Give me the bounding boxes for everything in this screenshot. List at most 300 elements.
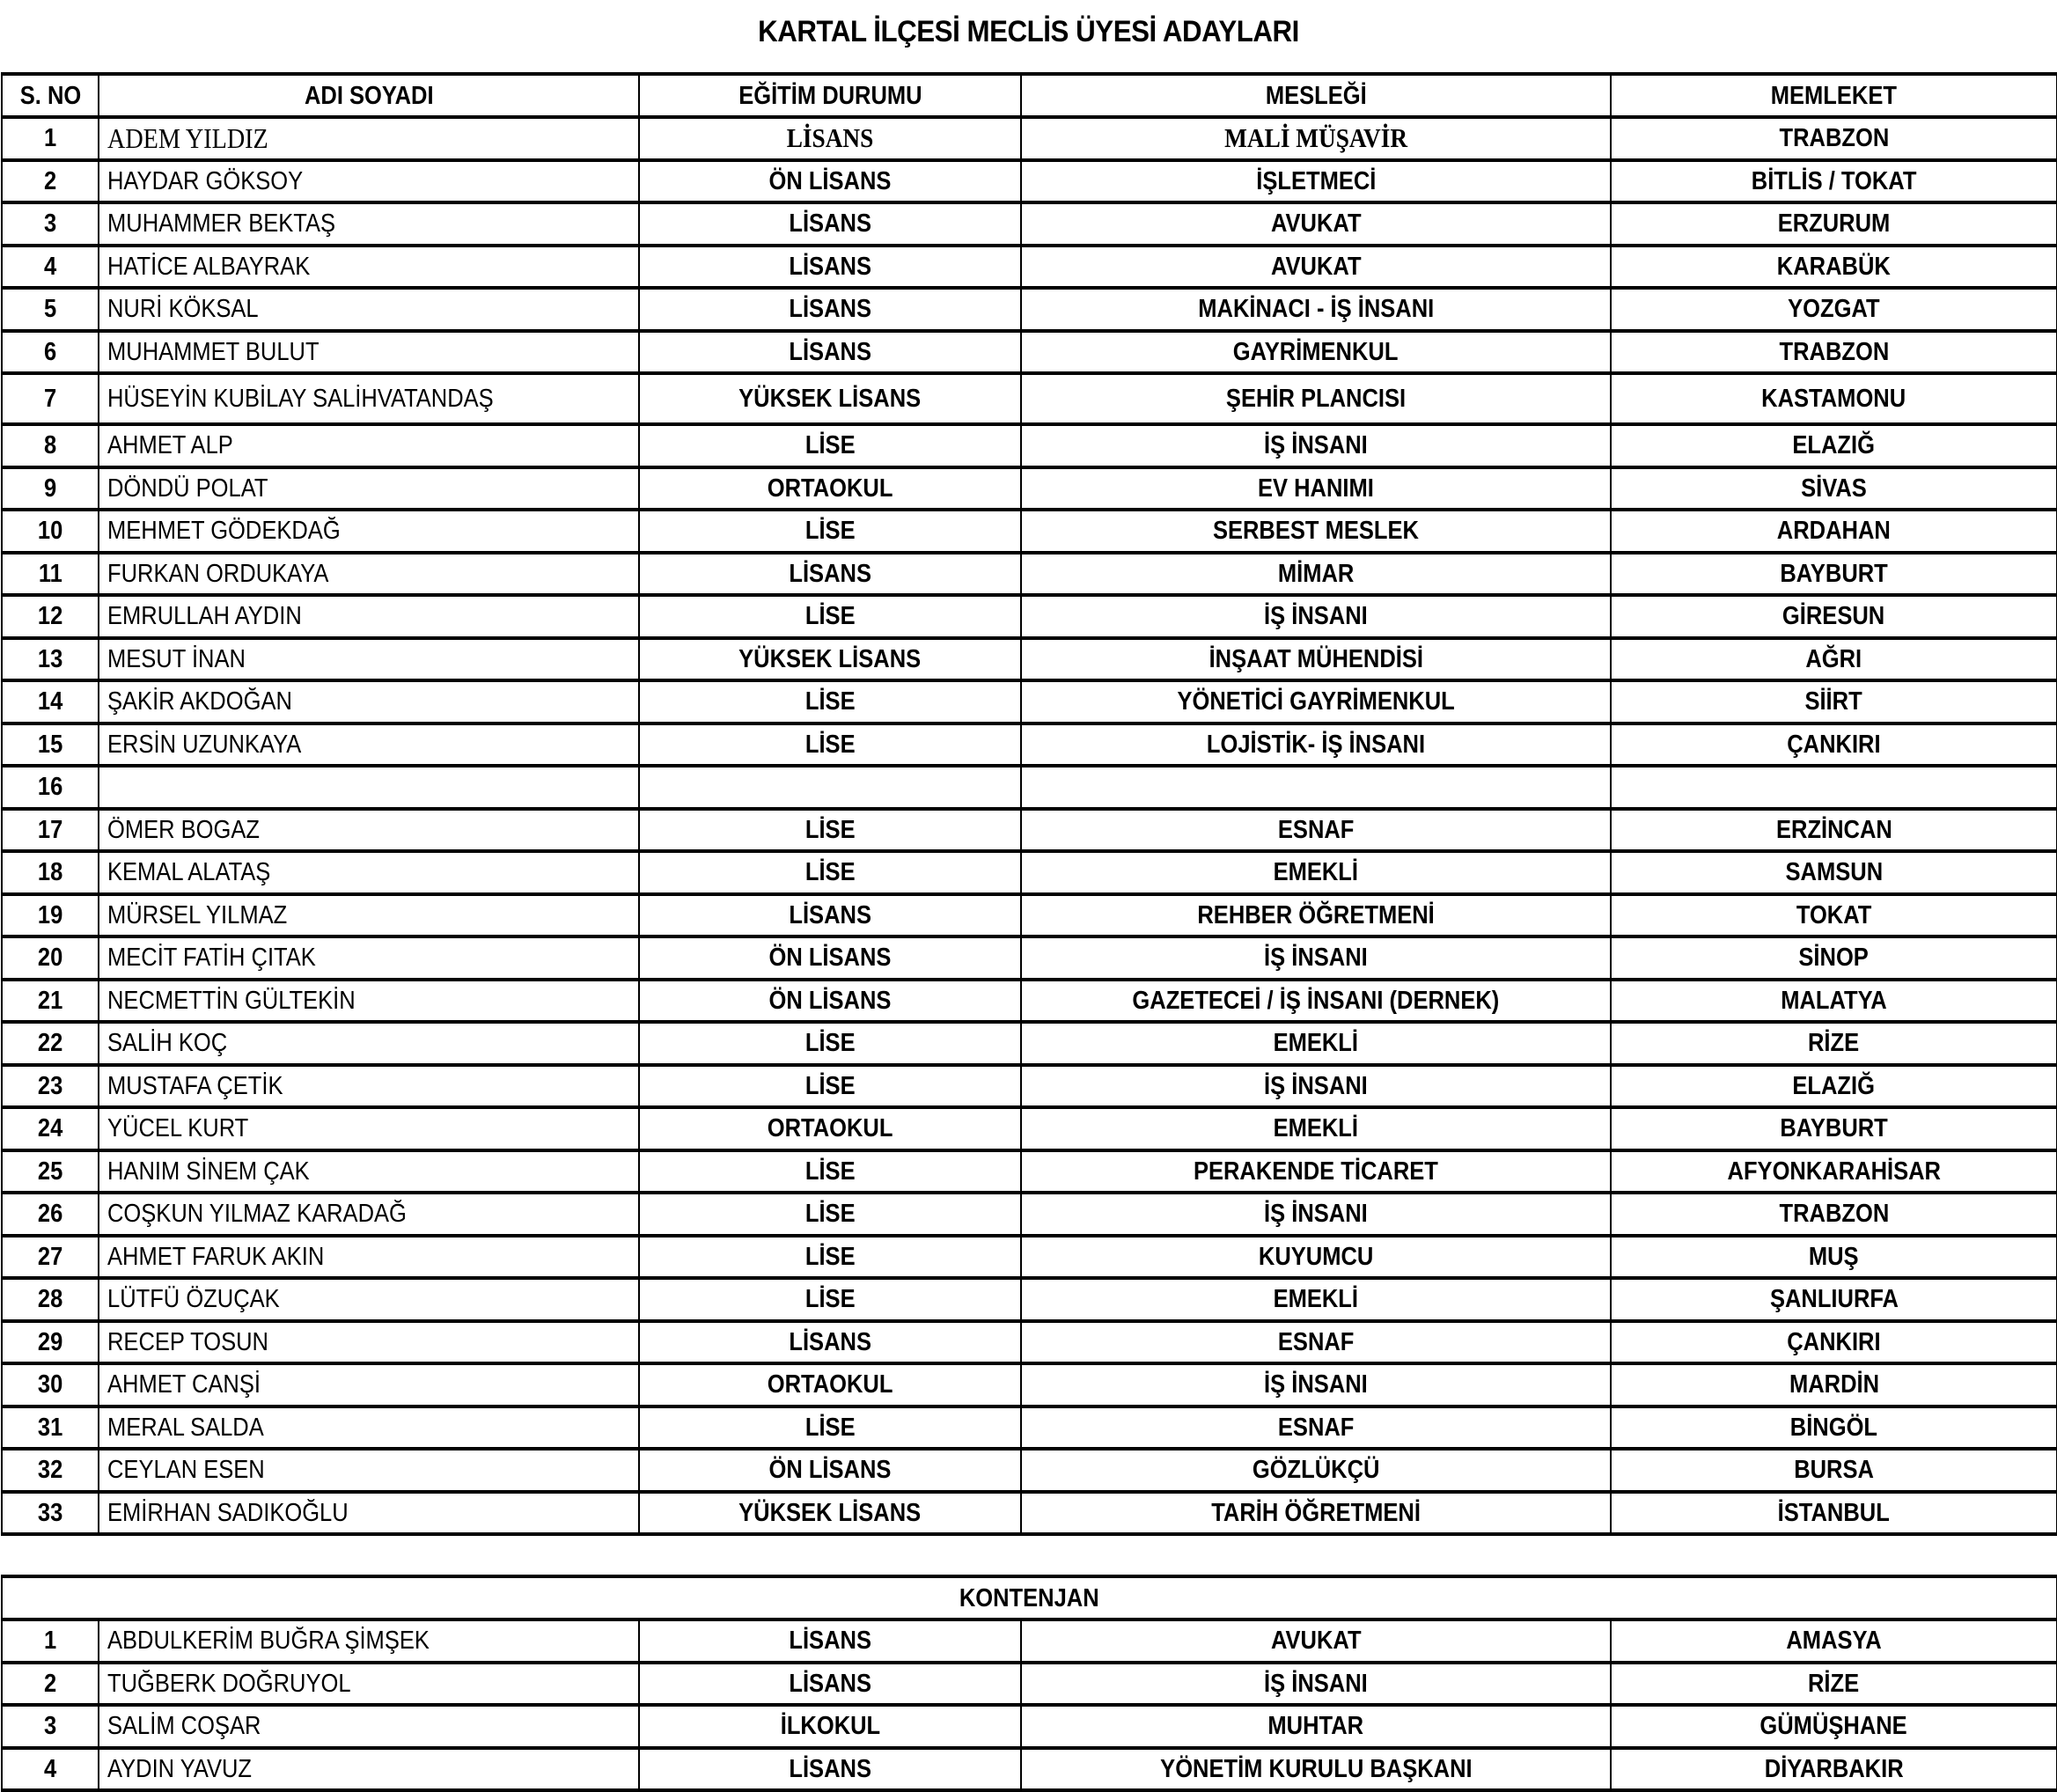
candidate-name: ŞAKİR AKDOĞAN [107,687,292,716]
hometown-cell [1611,1065,2057,1108]
row-number: 23 [37,1071,63,1100]
education-level: LİSANS [786,122,874,154]
row-number: 24 [37,1114,63,1143]
header-hometown: MEMLEKET [1611,74,2057,117]
education-level-cell [639,980,1021,1023]
hometown: TOKAT [1796,900,1872,929]
candidate-name-cell [99,202,639,246]
candidate-row [2,1236,2057,1279]
row-number: 18 [37,858,63,887]
row-number-cell [2,1193,99,1236]
hometown: MARDİN [1789,1370,1879,1399]
profession: EMEKLİ [1273,1114,1359,1143]
profession-cell [1021,980,1611,1023]
candidate-name: TUĞBERK DOĞRUYOL [107,1669,351,1698]
quota-table [1,1575,2057,1792]
hometown-cell [1611,1107,2057,1150]
profession-cell [1021,1278,1611,1321]
education-level-cell [639,331,1021,374]
candidate-name: KEMAL ALATAŞ [107,858,271,887]
row-number: 15 [37,730,63,759]
candidate-name-cell [99,723,639,767]
education-level-cell [639,680,1021,723]
hometown-cell [1611,331,2057,374]
candidate-name-cell [99,1705,639,1748]
hometown-cell [1611,723,2057,767]
candidate-row [2,809,2057,852]
hometown: BAYBURT [1780,1114,1888,1143]
profession: GAYRİMENKUL [1233,337,1399,366]
hometown-cell [1611,1748,2057,1791]
candidate-name-cell [99,1748,639,1791]
profession-cell [1021,1748,1611,1791]
row-number-cell [2,1236,99,1279]
hometown: ŞANLIURFA [1769,1285,1899,1314]
education-level-cell [639,595,1021,638]
candidate-name: MESUT İNAN [107,644,246,673]
candidate-name-cell [99,809,639,852]
profession: TARİH ÖĞRETMENİ [1211,1498,1421,1527]
row-number-cell [2,1321,99,1364]
candidate-name-cell [99,160,639,203]
education-level-cell [639,1492,1021,1535]
education-level: LİSE [804,858,856,887]
profession: ŞEHİR PLANCISI [1225,385,1407,413]
row-number-cell [2,160,99,203]
candidate-row [2,894,2057,937]
row-number-cell [2,1278,99,1321]
hometown-cell [1611,160,2057,203]
education-level: LİSE [804,431,856,460]
row-number-cell [2,1449,99,1492]
hometown: BURSA [1794,1456,1874,1485]
candidate-name: HÜSEYİN KUBİLAY SALİHVATANDAŞ [107,385,494,413]
row-number-cell [2,331,99,374]
education-level: LİSANS [789,559,871,588]
row-number-cell [2,1363,99,1406]
row-number: 22 [37,1029,63,1058]
candidate-name-cell [99,331,639,374]
hometown: SİVAS [1801,474,1867,503]
candidate-row [2,1022,2057,1065]
education-level-cell [639,553,1021,596]
hometown-cell [1611,851,2057,894]
header-profession: MESLEĞİ [1021,74,1611,117]
profession-cell [1021,246,1611,289]
hometown-cell [1611,595,2057,638]
hometown-cell [1611,1193,2057,1236]
profession-cell [1021,160,1611,203]
profession: YÖNETİM KURULU BAŞKANI [1159,1754,1473,1783]
profession: ESNAF [1277,1413,1355,1442]
header-name: ADI SOYADI [99,74,639,117]
hometown-cell [1611,809,2057,852]
hometown-cell [1611,936,2057,980]
hometown-cell [1611,510,2057,553]
candidate-row [2,680,2057,723]
candidate-name-cell [99,851,639,894]
row-number: 17 [37,815,63,844]
candidate-row [2,638,2057,681]
education-level: LİSANS [789,1327,871,1356]
education-level: İLKOKUL [780,1712,880,1741]
candidate-name-cell [99,1065,639,1108]
candidate-name-cell [99,1363,639,1406]
education-level: LİSE [804,517,856,546]
candidate-row [2,424,2057,467]
row-number: 4 [43,252,57,281]
profession: EMEKLİ [1273,858,1359,887]
candidate-row [2,1193,2057,1236]
candidate-name: AHMET CANŞİ [107,1370,261,1399]
candidate-row [2,467,2057,510]
candidate-name-cell [99,1022,639,1065]
candidate-name-cell [99,1492,639,1535]
row-number: 32 [37,1456,63,1485]
candidate-name: HAYDAR GÖKSOY [107,166,304,195]
profession-cell [1021,1236,1611,1279]
row-number: 2 [43,1669,57,1698]
row-number-cell [2,117,99,160]
education-level-cell [639,1022,1021,1065]
row-number: 2 [43,166,57,195]
hometown: SİNOP [1798,944,1870,973]
row-number: 5 [43,295,57,324]
quota-row [2,1663,2057,1706]
hometown-cell [1611,1278,2057,1321]
candidate-name: MUHAMMER BEKTAŞ [107,209,336,239]
table-header-row [2,74,2057,117]
profession: MUHTAR [1267,1712,1364,1741]
row-number-cell [2,424,99,467]
candidate-name: AYDIN YAVUZ [107,1754,253,1783]
profession: MAKİNACI - İŞ İNSANI [1198,295,1434,324]
profession-cell [1021,1619,1611,1663]
hometown: BİTLİS / TOKAT [1751,166,1917,195]
profession: İŞ İNSANI [1264,602,1368,631]
candidate-name-cell [99,1406,639,1450]
profession-cell [1021,467,1611,510]
row-number: 1 [43,124,57,153]
row-number-cell [2,723,99,767]
candidate-row [2,1492,2057,1535]
hometown-cell [1611,766,2057,809]
row-number-cell [2,1748,99,1791]
education-level: LİSE [804,1029,856,1058]
hometown-cell [1611,117,2057,160]
education-level: ÖN LİSANS [768,166,892,195]
row-number: 1 [43,1627,57,1656]
candidate-name: MECİT FATİH ÇITAK [107,944,316,973]
education-level-cell [639,1321,1021,1364]
hometown: AĞRI [1805,644,1862,673]
profession: MİMAR [1277,559,1355,588]
candidate-name: SALİM COŞAR [107,1712,261,1741]
education-level-cell [639,1705,1021,1748]
row-number: 25 [37,1157,63,1186]
hometown: BAYBURT [1780,559,1888,588]
row-number: 33 [37,1498,63,1527]
education-level: LİSE [804,1200,856,1229]
hometown-cell [1611,246,2057,289]
candidate-name: YÜCEL KURT [107,1114,249,1143]
quota-row [2,1748,2057,1791]
candidate-name: RECEP TOSUN [107,1327,268,1356]
hometown-cell [1611,1663,2057,1706]
profession: İŞ İNSANI [1264,1071,1368,1100]
row-number: 3 [43,209,57,239]
hometown: MUŞ [1809,1242,1859,1271]
education-level-cell [639,1363,1021,1406]
row-number-cell [2,595,99,638]
education-level-cell [639,160,1021,203]
candidate-row [2,980,2057,1023]
profession-cell [1021,809,1611,852]
candidate-name: HATİCE ALBAYRAK [107,252,311,281]
candidate-name-cell [99,1663,639,1706]
education-level: LİSE [804,602,856,631]
education-level-cell [639,1193,1021,1236]
profession: AVUKAT [1270,252,1362,281]
candidate-name-cell [99,638,639,681]
education-level-cell [639,809,1021,852]
row-number-cell [2,1663,99,1706]
profession: GÖZLÜKÇÜ [1252,1456,1380,1485]
hometown: ELAZIĞ [1792,1071,1876,1100]
profession-cell [1021,1663,1611,1706]
hometown: KASTAMONU [1761,385,1906,413]
candidate-row [2,117,2057,160]
candidate-name-cell [99,288,639,331]
candidate-row [2,1278,2057,1321]
education-level-cell [639,766,1021,809]
profession-cell [1021,595,1611,638]
row-number: 28 [37,1285,63,1314]
profession: YÖNETİCİ GAYRİMENKUL [1177,687,1455,716]
hometown: TRABZON [1779,124,1889,153]
profession: ESNAF [1277,815,1355,844]
hometown-cell [1611,1150,2057,1193]
education-level: LİSANS [789,337,871,366]
education-level-cell [639,202,1021,246]
education-level-cell [639,424,1021,467]
hometown: İSTANBUL [1777,1498,1891,1527]
profession-cell [1021,638,1611,681]
row-number-cell [2,1705,99,1748]
candidate-name-cell [99,1321,639,1364]
hometown: ÇANKIRI [1787,1327,1881,1356]
education-level-cell [639,288,1021,331]
profession-cell [1021,766,1611,809]
candidate-name-cell [99,1193,639,1236]
page-title: KARTAL İLÇESİ MECLİS ÜYESİ ADAYLARI [758,15,1299,48]
candidate-row [2,723,2057,767]
row-number-cell [2,980,99,1023]
row-number-cell [2,851,99,894]
hometown: DİYARBAKIR [1764,1754,1904,1783]
hometown: RİZE [1808,1029,1860,1058]
candidate-name-cell [99,1107,639,1150]
education-level: LİSE [804,730,856,759]
candidate-row [2,373,2057,424]
row-number-cell [2,1150,99,1193]
education-level: LİSANS [789,252,871,281]
row-number-cell [2,809,99,852]
education-level-cell [639,1236,1021,1279]
education-level: LİSANS [789,1627,871,1656]
hometown: ÇANKIRI [1787,730,1881,759]
row-number-cell [2,766,99,809]
row-number: 7 [43,385,57,413]
profession-cell [1021,723,1611,767]
candidate-name-cell [99,980,639,1023]
row-number: 30 [37,1370,63,1399]
row-number: 26 [37,1200,63,1229]
profession: MALİ MÜŞAVİR [1224,122,1407,154]
hometown: BİNGÖL [1789,1413,1878,1442]
candidate-name-cell [99,553,639,596]
profession: GAZETECEİ / İŞ İNSANI (DERNEK) [1132,986,1500,1015]
education-level: ÖN LİSANS [768,944,892,973]
profession-cell [1021,424,1611,467]
candidate-name: AHMET ALP [107,431,233,460]
candidate-name: MUHAMMET BULUT [107,337,320,366]
education-level-cell [639,1748,1021,1791]
candidate-name-cell [99,595,639,638]
candidate-name: NURİ KÖKSAL [107,295,259,324]
education-level-cell [639,117,1021,160]
candidate-name: AHMET FARUK AKIN [107,1242,325,1271]
hometown-cell [1611,980,2057,1023]
row-number: 21 [37,986,63,1015]
profession: İŞ İNSANI [1264,1669,1368,1698]
row-number: 29 [37,1327,63,1356]
profession: İŞ İNSANI [1264,944,1368,973]
education-level: YÜKSEK LİSANS [738,644,922,673]
profession-cell [1021,1492,1611,1535]
hometown: TRABZON [1779,337,1889,366]
candidate-name-cell [99,1236,639,1279]
education-level: LİSE [804,1413,856,1442]
education-level: YÜKSEK LİSANS [738,385,922,413]
profession-cell [1021,1022,1611,1065]
candidate-name-cell [99,246,639,289]
hometown-cell [1611,894,2057,937]
education-level: LİSE [804,1071,856,1100]
hometown: AFYONKARAHİSAR [1727,1157,1941,1186]
quota-row [2,1619,2057,1663]
candidate-name: HANIM SİNEM ÇAK [107,1157,310,1186]
candidate-row [2,331,2057,374]
row-number: 16 [37,773,63,802]
profession: AVUKAT [1270,209,1362,239]
candidate-name-cell [99,936,639,980]
profession-cell [1021,288,1611,331]
candidate-name: EMİRHAN SADIKOĞLU [107,1498,349,1527]
hometown-cell [1611,373,2057,424]
hometown-cell [1611,1236,2057,1279]
education-level-cell [639,1406,1021,1450]
candidate-row [2,553,2057,596]
hometown-cell [1611,1449,2057,1492]
candidate-name: COŞKUN YILMAZ KARADAĞ [107,1200,407,1229]
hometown-cell [1611,1492,2057,1535]
hometown-cell [1611,1363,2057,1406]
row-number: 3 [43,1712,57,1741]
profession-cell [1021,331,1611,374]
profession: İŞ İNSANI [1264,1200,1368,1229]
education-level: LİSE [804,815,856,844]
row-number-cell [2,510,99,553]
education-level-cell [639,246,1021,289]
hometown-cell [1611,1406,2057,1450]
candidate-name-cell [99,1619,639,1663]
candidate-row [2,851,2057,894]
education-level: ORTAOKUL [767,474,893,503]
row-number-cell [2,936,99,980]
row-number-cell [2,467,99,510]
education-level-cell [639,851,1021,894]
candidate-name: MÜRSEL YILMAZ [107,900,288,929]
hometown: RİZE [1808,1669,1860,1698]
candidate-name: EMRULLAH AYDIN [107,602,302,631]
candidate-row [2,246,2057,289]
quota-header-row [2,1576,2057,1619]
education-level: LİSANS [789,209,871,239]
candidate-name-cell [99,766,639,809]
hometown-cell [1611,467,2057,510]
education-level: ÖN LİSANS [768,1456,892,1485]
education-level-cell [639,1449,1021,1492]
education-level: ÖN LİSANS [768,986,892,1015]
profession-cell [1021,510,1611,553]
hometown-cell [1611,424,2057,467]
profession-cell [1021,1705,1611,1748]
education-level: LİSANS [789,900,871,929]
row-number-cell [2,1022,99,1065]
candidate-name-cell [99,894,639,937]
education-level-cell [639,510,1021,553]
profession-cell [1021,680,1611,723]
candidate-name-cell [99,510,639,553]
row-number: 10 [37,517,63,546]
candidate-row [2,1406,2057,1450]
candidate-row [2,1065,2057,1108]
row-number: 13 [37,644,63,673]
hometown-cell [1611,202,2057,246]
profession-cell [1021,936,1611,980]
hometown: AMASYA [1786,1627,1882,1656]
candidate-name-cell [99,373,639,424]
hometown-cell [1611,1705,2057,1748]
row-number-cell [2,246,99,289]
hometown-cell [1611,1619,2057,1663]
education-level-cell [639,723,1021,767]
row-number: 31 [37,1413,63,1442]
hometown: GÜMÜŞHANE [1759,1712,1908,1741]
profession-cell [1021,1150,1611,1193]
candidate-row [2,1449,2057,1492]
hometown: ELAZIĞ [1792,431,1876,460]
education-level-cell [639,936,1021,980]
education-level: LİSANS [789,1669,871,1698]
profession: İŞLETMECİ [1255,166,1377,195]
candidate-name-cell [99,680,639,723]
education-level: LİSANS [789,1754,871,1783]
candidate-row [2,202,2057,246]
education-level-cell [639,1278,1021,1321]
row-number: 14 [37,687,63,716]
